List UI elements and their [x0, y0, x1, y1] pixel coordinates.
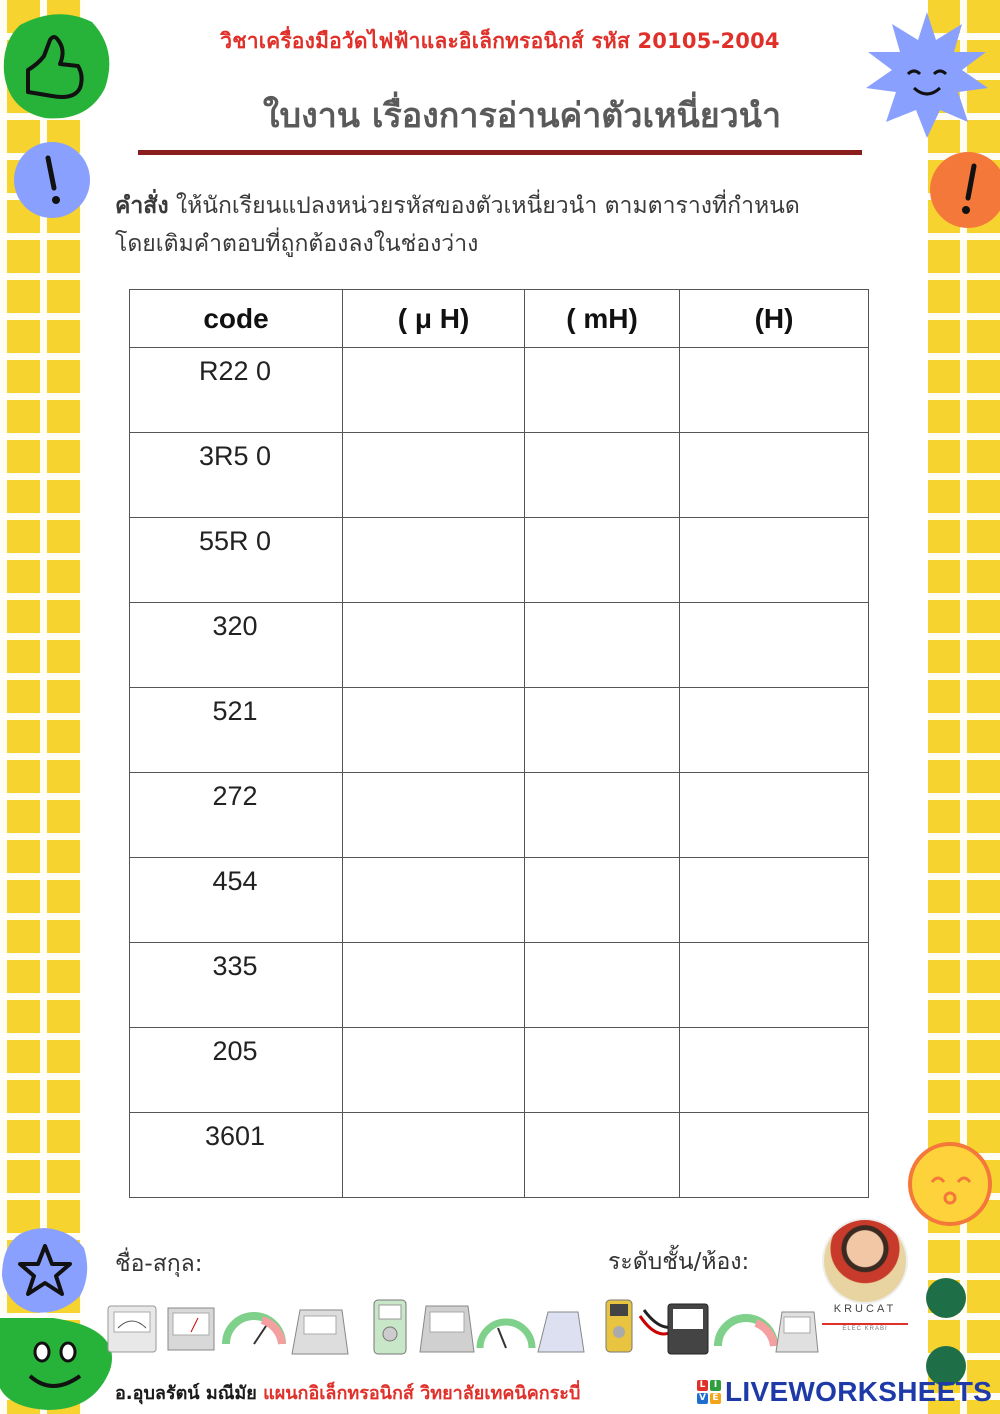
code-cell: 521 [130, 688, 343, 773]
title-divider [138, 150, 862, 155]
badge-subtitle: ELEC KRABI [822, 1323, 908, 1332]
answer-microhenry-input[interactable] [343, 603, 525, 688]
answer-millihenry-input[interactable] [525, 518, 680, 603]
table-row [130, 603, 869, 688]
instruction-text-1: ให้นักเรียนแปลงหน่วยรหัสของตัวเหนี่ยวนำ ตามตารางที่กำหนด [168, 193, 800, 219]
analog-meter-icon [420, 1306, 474, 1352]
code-cell: 3R5 0 [130, 433, 343, 518]
answer-microhenry-input[interactable] [343, 1028, 525, 1113]
answer-millihenry-input[interactable] [525, 858, 680, 943]
teacher-avatar [822, 1218, 908, 1304]
footer-credit [115, 1378, 580, 1407]
code-cell: 320 [130, 603, 343, 688]
header-henry: (H) [680, 290, 869, 348]
answer-microhenry-input[interactable] [343, 773, 525, 858]
table-header-row [130, 290, 869, 348]
code-cell: 3601 [130, 1113, 343, 1198]
answer-millihenry-input[interactable] [525, 688, 680, 773]
department-name: แผนกอิเล็กทรอนิกส์ วิทยาลัยเทคนิคกระบี่ [263, 1383, 581, 1404]
answer-millihenry-input[interactable] [525, 1028, 680, 1113]
answer-microhenry-input[interactable] [343, 858, 525, 943]
exclamation-icon [12, 140, 92, 220]
multimeter-icon [374, 1300, 406, 1354]
analog-meter-icon [538, 1312, 584, 1352]
liveworksheets-mark-icon: L I V E [697, 1380, 721, 1404]
inductor-conversion-table [129, 289, 869, 1198]
answer-millihenry-input[interactable] [525, 348, 680, 433]
answer-microhenry-input[interactable] [343, 518, 525, 603]
table-row [130, 348, 869, 433]
answer-millihenry-input[interactable] [525, 433, 680, 518]
liveworksheets-wordmark: LIVEWORKSHEETS [725, 1376, 993, 1407]
gauge-icon [480, 1322, 532, 1348]
table-row [130, 433, 869, 518]
code-cell: 55R 0 [130, 518, 343, 603]
answer-millihenry-input[interactable] [525, 943, 680, 1028]
table-row [130, 943, 869, 1028]
star-icon [0, 1226, 90, 1316]
analog-meter-icon [168, 1308, 214, 1350]
multimeter-icon [606, 1300, 632, 1352]
code-cell: 205 [130, 1028, 343, 1113]
gauge-icon [226, 1316, 282, 1344]
answer-henry-input[interactable] [680, 858, 869, 943]
answer-henry-input[interactable] [680, 603, 869, 688]
analog-meter-icon [668, 1304, 708, 1354]
code-cell: 335 [130, 943, 343, 1028]
table-row [130, 1028, 869, 1113]
analog-meter-icon [776, 1312, 818, 1352]
instruction-line-2: โดยเติมคำตอบที่ถูกต้องลงในช่องว่าง [115, 231, 479, 257]
code-cell: 454 [130, 858, 343, 943]
answer-microhenry-input[interactable] [343, 688, 525, 773]
answer-millihenry-input[interactable] [525, 1113, 680, 1198]
header-millihenry: ( mH) [525, 290, 680, 348]
instruction-line-1 [115, 187, 895, 225]
badge-name: KRUCAT [833, 1303, 897, 1315]
answer-henry-input[interactable] [680, 1113, 869, 1198]
table-row [130, 858, 869, 943]
header-microhenry: ( μ H) [343, 290, 525, 348]
table-row [130, 688, 869, 773]
author-name: อ.อุบลรัตน์ มณีมัย [115, 1383, 264, 1404]
liveworksheets-logo[interactable] [697, 1376, 992, 1408]
table-row [130, 518, 869, 603]
class-label: ระดับชั้น/ห้อง: [608, 1249, 750, 1275]
header-code: code [130, 290, 343, 348]
answer-henry-input[interactable] [680, 348, 869, 433]
code-cell: R22 0 [130, 348, 343, 433]
answer-henry-input[interactable] [680, 773, 869, 858]
dot-decoration [926, 1278, 966, 1318]
meter-illustrations [100, 1296, 820, 1362]
answer-henry-input[interactable] [680, 943, 869, 1028]
answer-henry-input[interactable] [680, 688, 869, 773]
answer-henry-input[interactable] [680, 1028, 869, 1113]
answer-microhenry-input[interactable] [343, 943, 525, 1028]
subject-line: วิชาเครื่องมือวัดไฟฟ้าและอิเล็กทรอนิกส์ รหัส 20105-2004 [220, 29, 780, 53]
answer-microhenry-input[interactable] [343, 433, 525, 518]
answer-henry-input[interactable] [680, 518, 869, 603]
table-row [130, 1113, 869, 1198]
answer-microhenry-input[interactable] [343, 1113, 525, 1198]
table-row [130, 773, 869, 858]
page-title: ใบงาน เรื่องการอ่านค่าตัวเหนี่ยวนำ [262, 96, 782, 136]
instruction-label: คำสั่ง [115, 193, 169, 219]
instructions [115, 187, 895, 263]
exclamation-icon [928, 150, 1000, 230]
answer-henry-input[interactable] [680, 433, 869, 518]
answer-millihenry-input[interactable] [525, 773, 680, 858]
code-cell: 272 [130, 773, 343, 858]
analog-meter-icon [292, 1310, 348, 1354]
answer-millihenry-input[interactable] [525, 603, 680, 688]
name-label: ชื่อ-สกุล: [115, 1251, 203, 1277]
answer-microhenry-input[interactable] [343, 348, 525, 433]
gauge-icon [718, 1318, 774, 1346]
smiley-icon [906, 1140, 994, 1228]
analog-meter-icon [108, 1306, 156, 1352]
